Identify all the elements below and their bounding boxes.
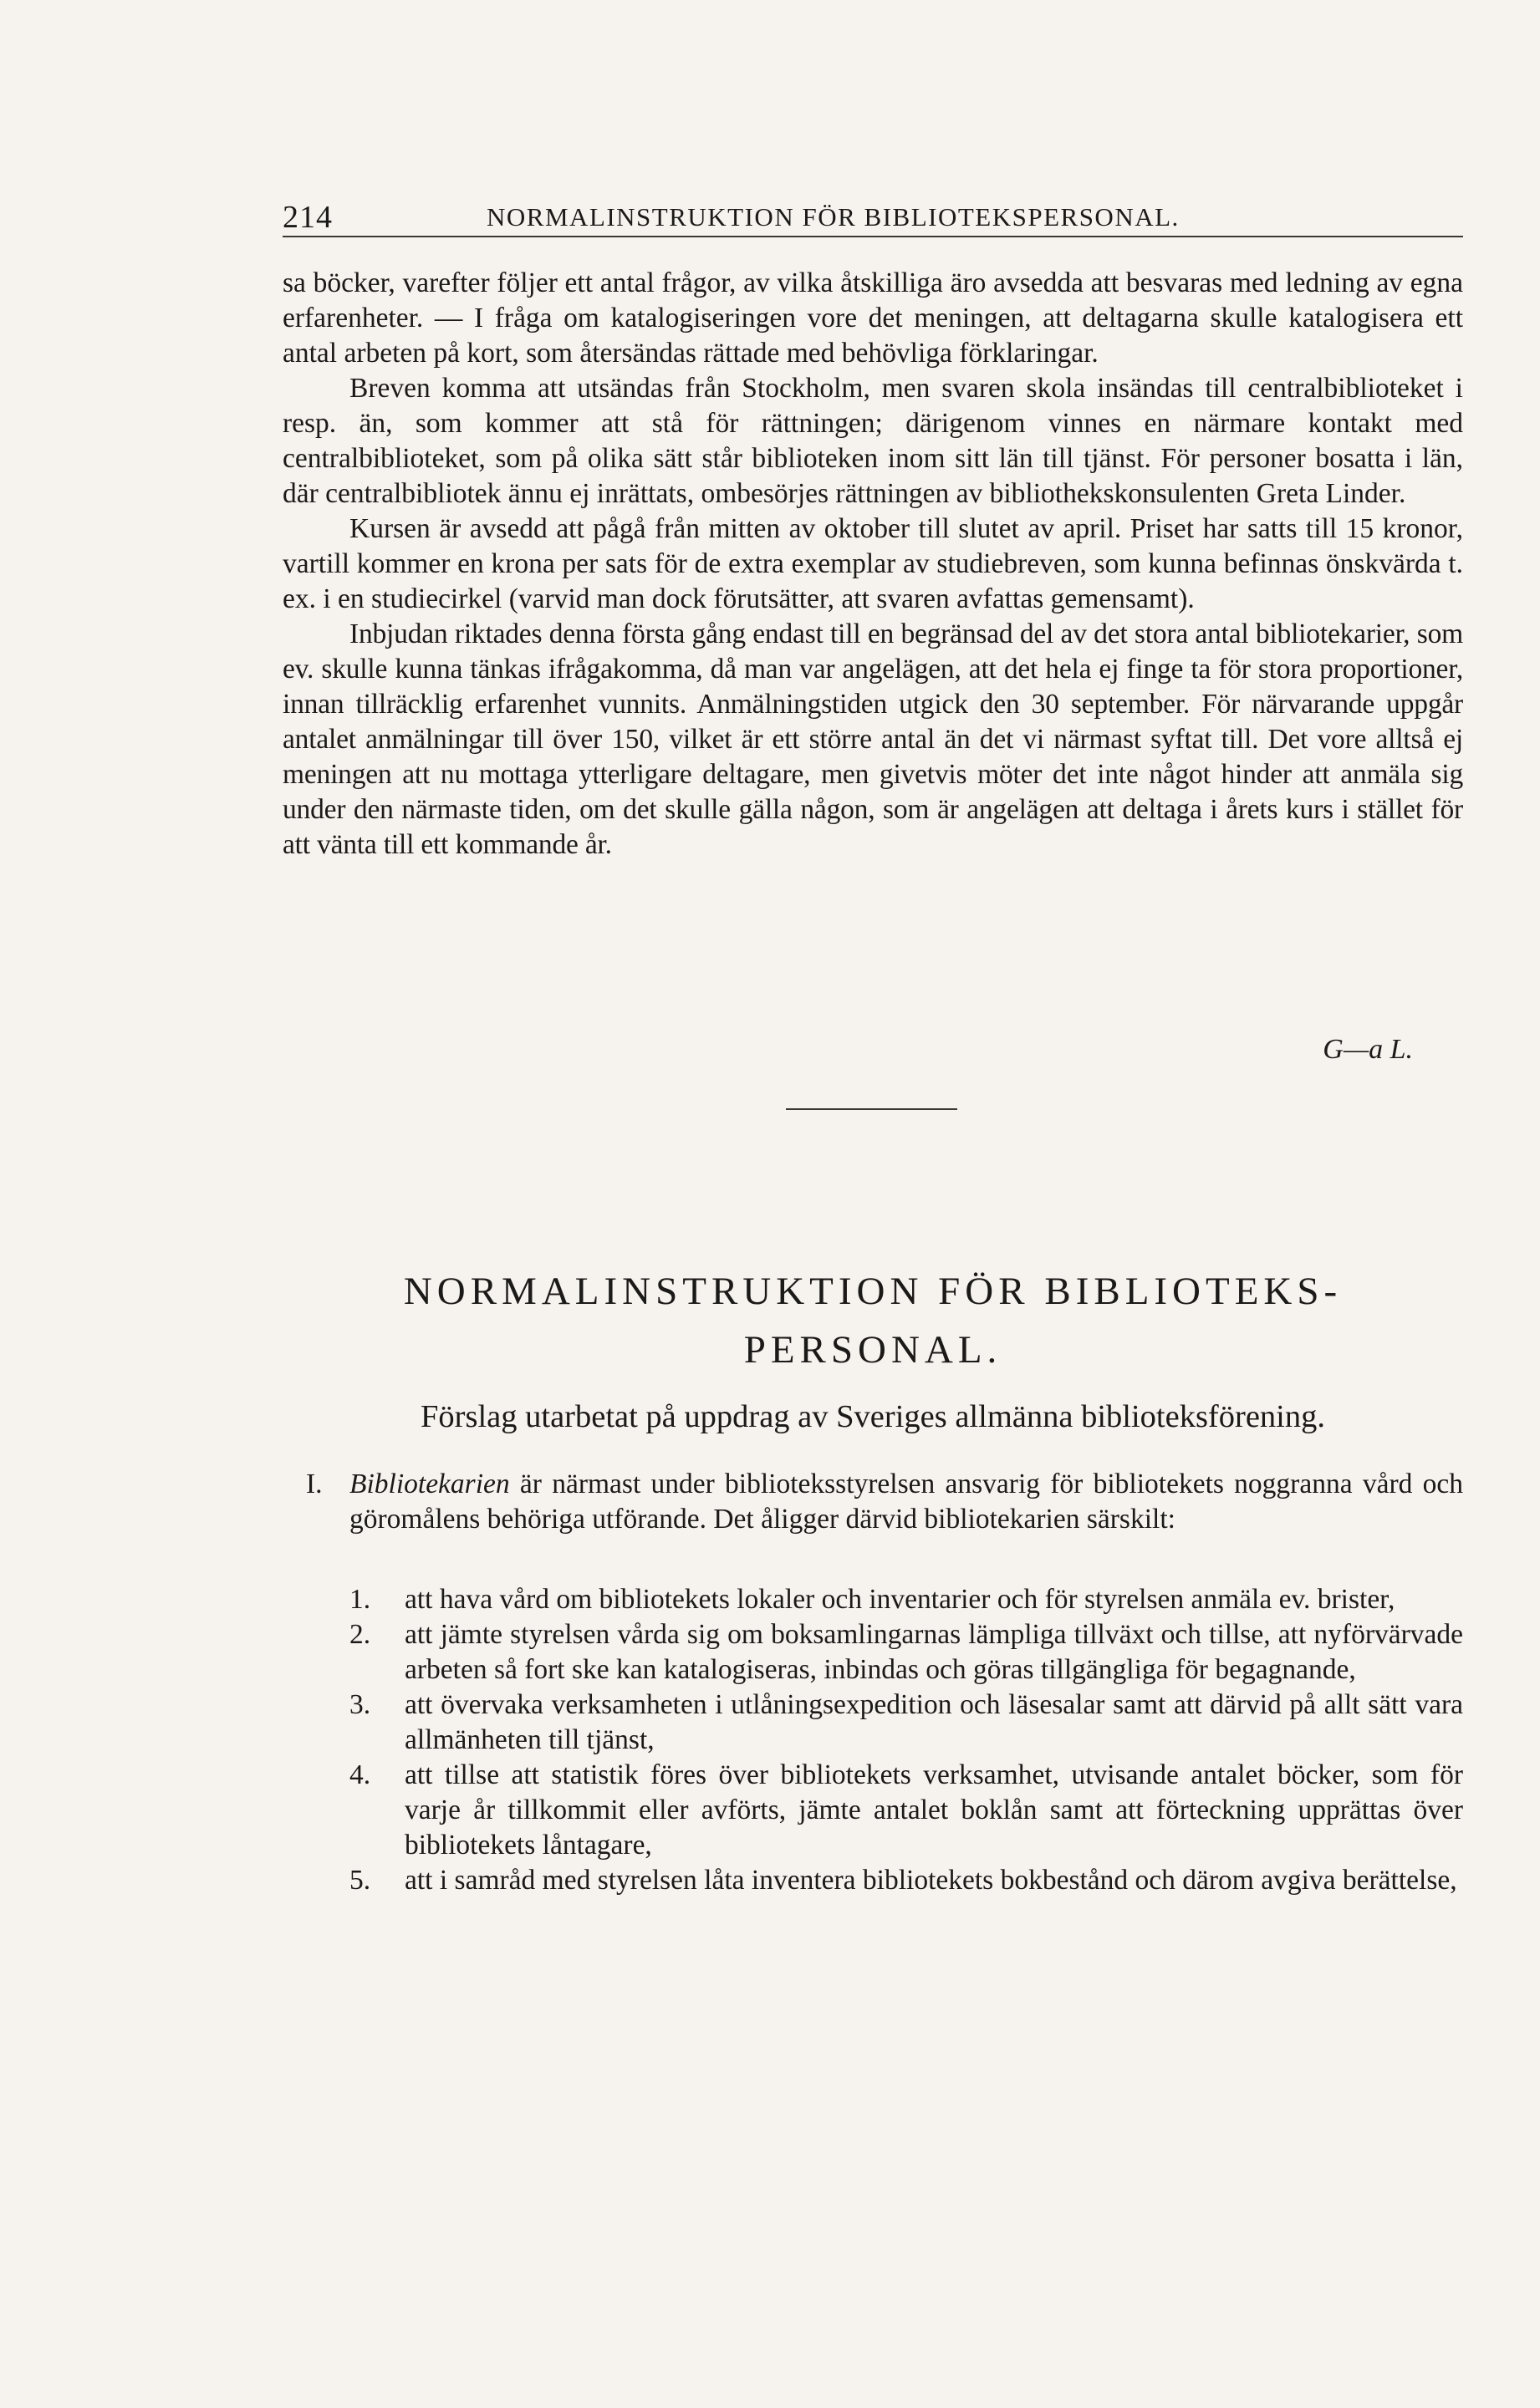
section-title-line2: PERSONAL. bbox=[743, 1328, 1002, 1372]
list-item-text: att i samråd med styrelsen låta inventera bibliotekets bokbestånd och därom avgiva berättelse, bbox=[405, 1865, 1457, 1896]
paragraph-continued: sa böcker, varefter följer ett antal frågor, av vilka åtskilliga äro avsedda att besvaras med ledning av egna erfarenheter. — I fråga om katalogiseringen vore det meningen, att deltagarna skulle katalogisera ett antal arbeten på kort, som återsändas rättade med behövliga förklaringar. bbox=[283, 267, 1463, 369]
list-item-text: att övervaka verksamheten i utlåningsexpedition och läsesalar samt att därvid på allt sätt vara allmänheten till tjänst, bbox=[405, 1689, 1463, 1755]
section-title-line1: NORMALINSTRUKTION FÖR BIBLIOTEKS- bbox=[403, 1270, 1343, 1313]
list-item-number: 4. bbox=[349, 1759, 371, 1790]
list-item bbox=[349, 1758, 1463, 1863]
list-item-number: 3. bbox=[349, 1689, 371, 1720]
section-title bbox=[283, 1262, 1463, 1379]
previous-article bbox=[283, 266, 1463, 863]
item-I-body: är närmast under biblioteksstyrelsen ansvarig för bibliotekets noggranna vård och göromålens behöriga utförande. Det åligger därvid bibliotekarien särskilt: bbox=[349, 1469, 1463, 1535]
running-title: NORMALINSTRUKTION FÖR BIBLIOTEKSPERSONAL. bbox=[487, 202, 1180, 232]
list-item bbox=[349, 1582, 1463, 1617]
list-item bbox=[349, 1688, 1463, 1758]
list-item-number: 1. bbox=[349, 1584, 371, 1615]
list-item-text: att hava vård om bibliotekets lokaler och inventarier och för styrelsen anmäla ev. brister, bbox=[405, 1584, 1395, 1615]
list-item-number: 2. bbox=[349, 1619, 371, 1650]
list-item-number: 5. bbox=[349, 1865, 371, 1896]
section-divider bbox=[786, 1108, 957, 1110]
list-item-text: att tillse att statistik föres över bibliotekets verksamhet, utvisande antalet böcker, som för varje år tillkommit eller avförts, jämte antalet boklån samt att förteckning upprättas över bibliotekets låntagare, bbox=[405, 1759, 1463, 1861]
list-item-text: att jämte styrelsen vårda sig om boksamlingarnas lämpliga tillväxt och tillse, att nyförvärvade arbeten så fort ske kan katalogiseras, inbindas och göras tillgängliga för begagnande, bbox=[405, 1619, 1463, 1685]
item-I bbox=[306, 1467, 1463, 1537]
author-signature: G—a L. bbox=[1323, 1034, 1413, 1065]
paragraph: Kursen är avsedd att pågå från mitten av oktober till slutet av april. Priset har satts till 15 kronor, vartill kommer en krona per sats för de extra exemplar av studiebreven, som kunna befinnas önskvärda t. ex. i en studiecirkel (varvid man dock förutsätter, att svaren avfattas gemensamt). bbox=[283, 513, 1463, 614]
paragraph: Breven komma att utsändas från Stockholm, men svaren skola insändas till centralbiblioteket i resp. än, som kommer att stå för rättningen; därigenom vinnes en närmare kontakt med centralbiblioteket, som på olika sätt står biblioteken inom sitt län till tjänst. För personer bosatta i län, där centralbibliotek ännu ej inrättats, ombesörjes rättningen av bibliothekskonsulenten Greta Linder. bbox=[283, 373, 1463, 509]
list-item bbox=[349, 1863, 1463, 1898]
item-numeral: I. bbox=[306, 1469, 323, 1499]
section-subtitle: Förslag utarbetat på uppdrag av Sveriges allmänna biblioteksförening. bbox=[421, 1399, 1325, 1434]
item-term: Bibliotekarien bbox=[349, 1469, 510, 1499]
item-I-text bbox=[349, 1467, 1463, 1537]
list-item bbox=[349, 1617, 1463, 1688]
paragraph: Inbjudan riktades denna första gång endast till en begränsad del av det stora antal bibliotekarier, som ev. skulle kunna tänkas ifrågakomma, då man var angelägen, att det hela ej finge ta för stora proportioner, innan tillräcklig erfarenhet vunnits. Anmälningstiden utgick den 30 september. För närvarande uppgår antalet anmälningar till över 150, vilket är ett större antal än det vi närmast syftat till. Det vore alltså ej meningen att nu mottaga ytterligare deltagare, men givetvis möter det inte något hinder att anmäla sig under den närmaste tiden, om det skulle gälla någon, som är angelägen att deltaga i årets kurs i stället för att vänta till ett kommande år. bbox=[283, 619, 1463, 860]
duties-list bbox=[349, 1582, 1463, 1898]
running-header bbox=[283, 192, 1463, 237]
page-number: 214 bbox=[283, 200, 333, 235]
